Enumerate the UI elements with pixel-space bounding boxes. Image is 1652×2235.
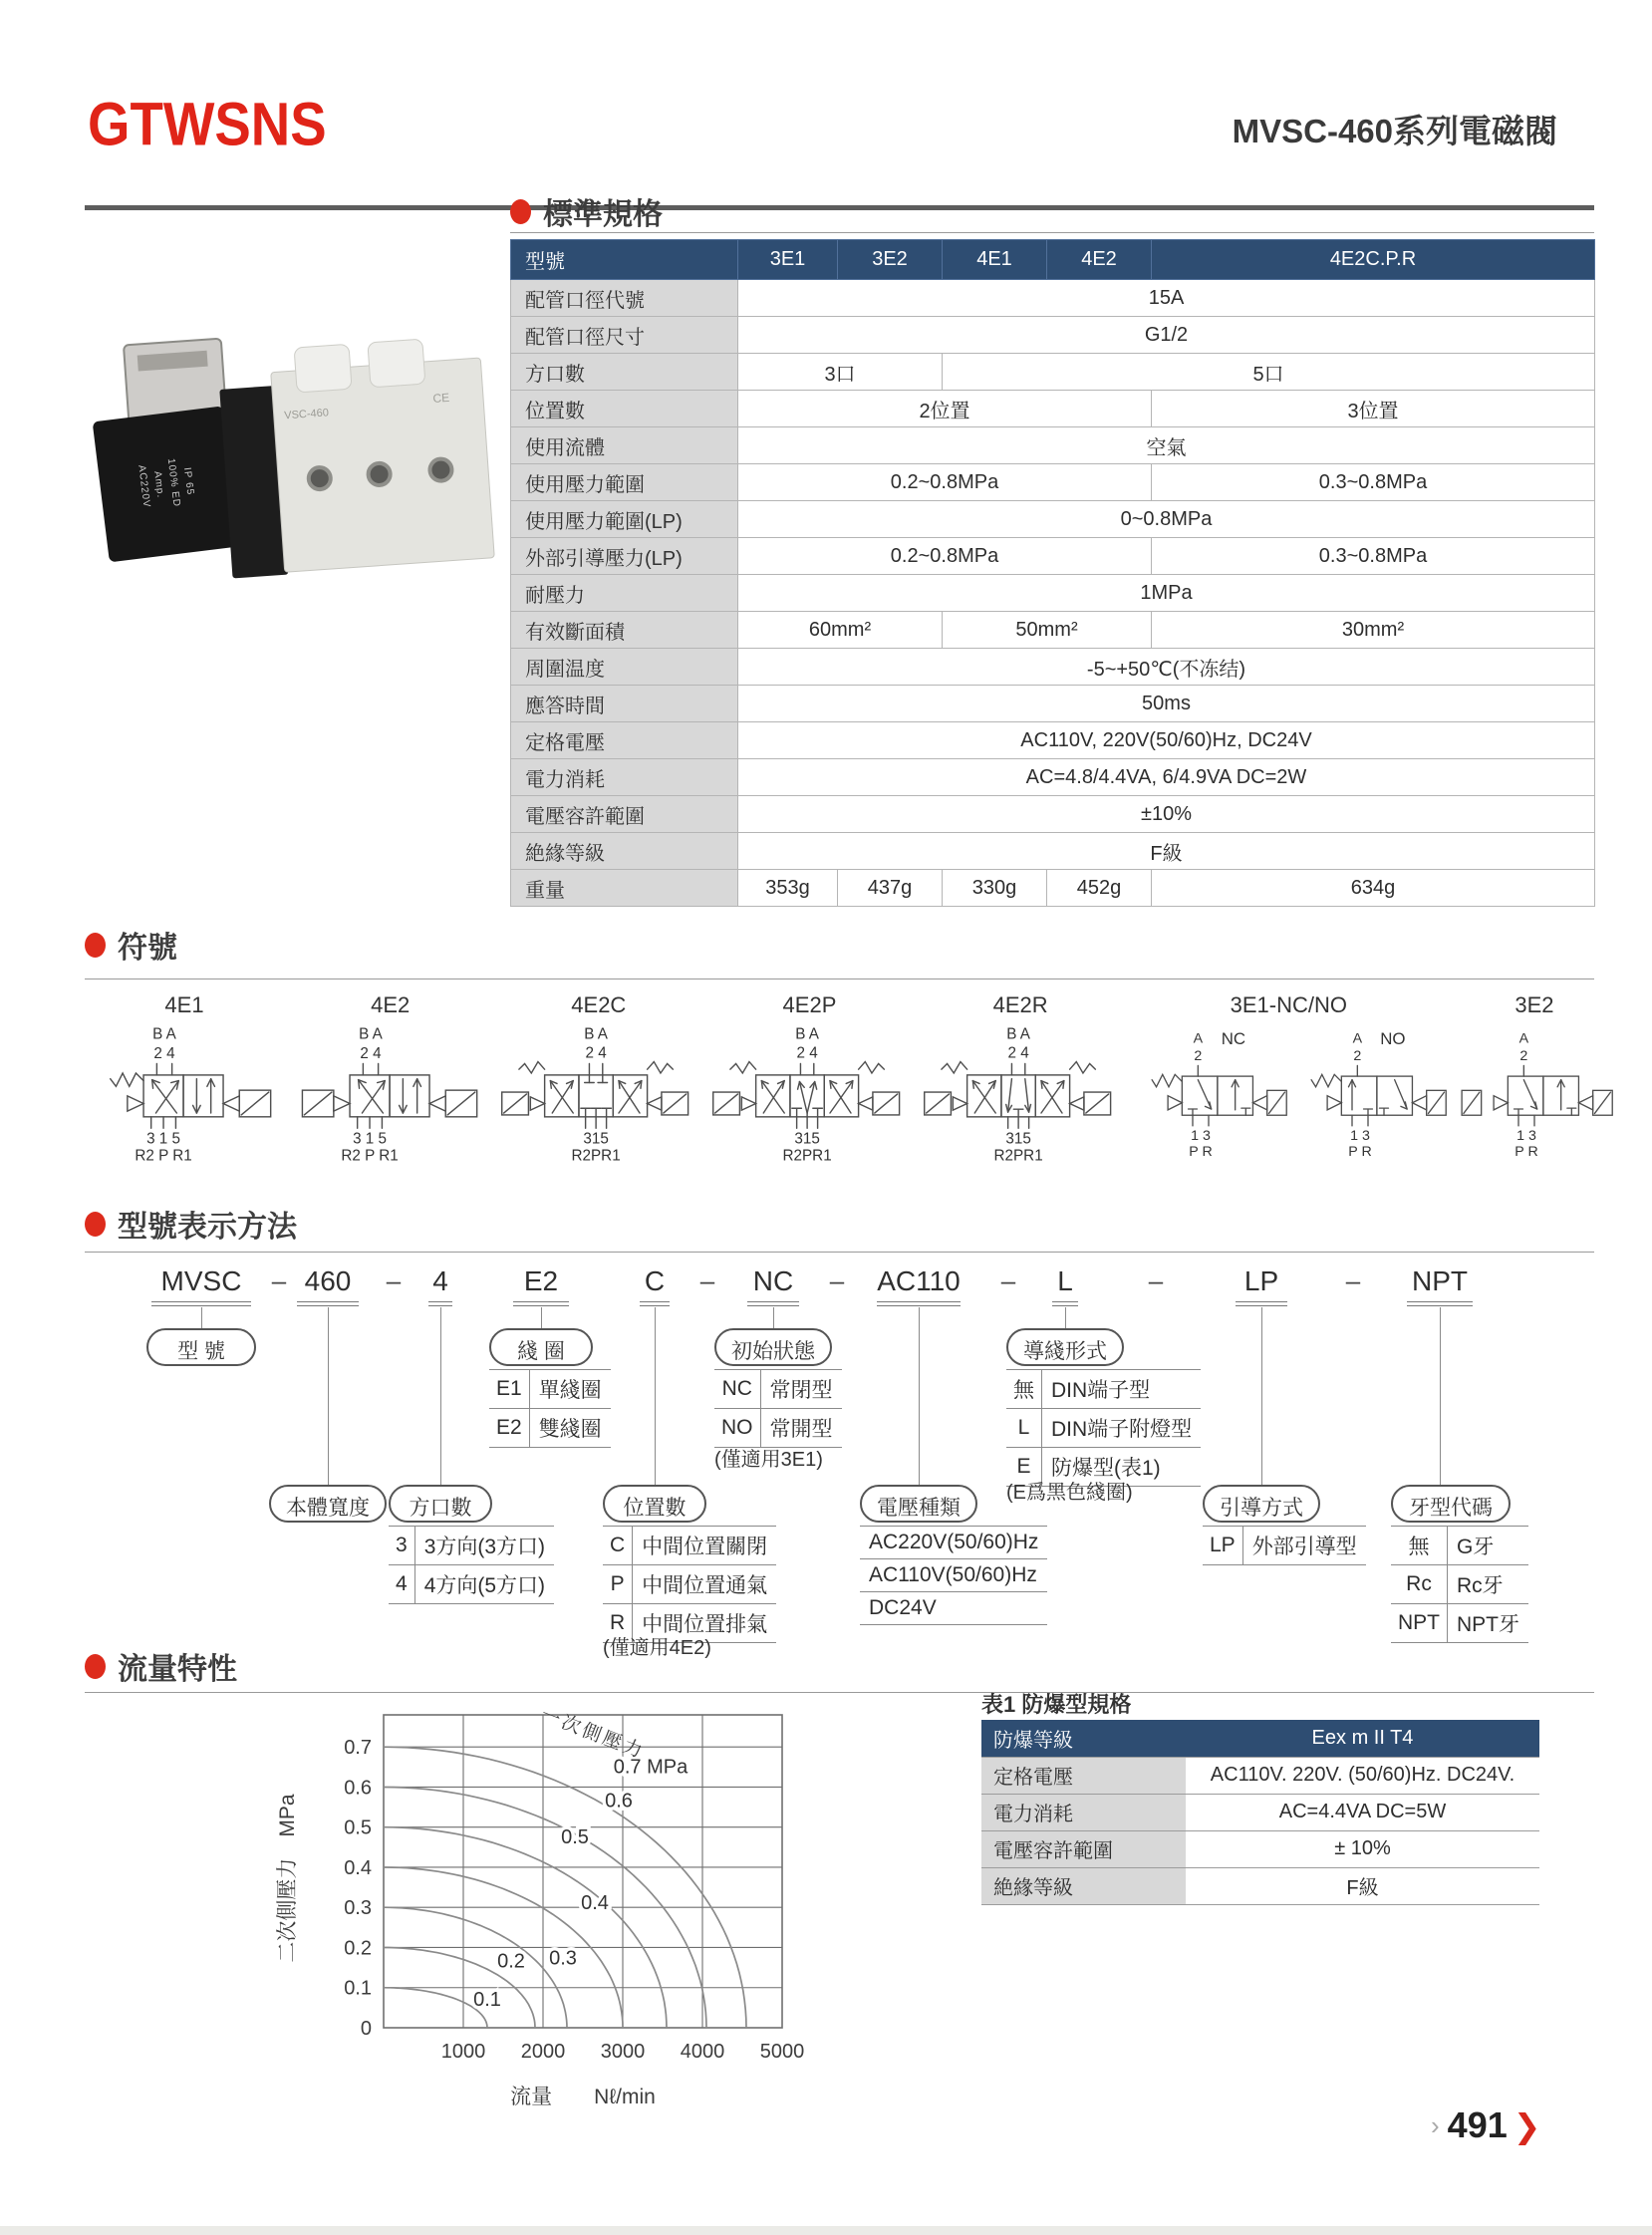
leader-line <box>541 1307 542 1328</box>
bullet-icon <box>85 1212 106 1237</box>
code-segment-model: MVSC <box>151 1265 251 1302</box>
svg-text:B A: B A <box>358 1025 383 1043</box>
x-tick-label: 3000 <box>600 2041 646 2063</box>
coil-label: IP 65 <box>180 466 196 496</box>
svg-text:A: A <box>1193 1030 1204 1047</box>
column-header: 4E2C.P.R <box>1152 240 1595 280</box>
column-header: 4E2 <box>1047 240 1152 280</box>
valve-schematic <box>919 1018 1123 1168</box>
leader-line <box>919 1307 920 1485</box>
code-dash: – <box>1000 1265 1016 1295</box>
column-header: 3E1 <box>738 240 838 280</box>
valve-schematic <box>85 1018 284 1168</box>
code-segment-coil: E2 <box>513 1265 569 1302</box>
valve-schematic-nc <box>1129 1018 1288 1168</box>
valve-schematic-no <box>1288 1018 1448 1168</box>
y-tick-label: 0.5 <box>344 1816 372 1839</box>
spec-cell: 353g <box>738 870 838 907</box>
body-marking: VSC-460 <box>283 407 330 422</box>
svg-text:A: A <box>1518 1030 1529 1047</box>
spec-cell: 15A <box>738 280 1595 317</box>
spec-cell: 330g <box>943 870 1047 907</box>
svg-text:2 4: 2 4 <box>1007 1044 1029 1062</box>
coil-label: AC220V <box>136 464 152 509</box>
group-label-voltage: 電壓種類 <box>860 1485 977 1523</box>
bullet-icon <box>510 199 531 224</box>
inlet-pressure-annotation: 一次側壓力 <box>537 1704 649 1764</box>
initial-state-options: NC 常閉型 NO 常開型 <box>714 1369 842 1448</box>
pressure-curve-0.1 <box>384 1988 487 2028</box>
y-tick-label: 0.2 <box>344 1937 372 1960</box>
flow-chart <box>254 1699 832 2122</box>
svg-text:1 3: 1 3 <box>1191 1128 1212 1145</box>
spec-row: 定格電壓 AC110V, 220V(50/60)Hz, DC24V <box>511 722 1595 759</box>
spec-cell: -5~+50℃(不冻结) <box>738 649 1595 686</box>
spec-cell: 437g <box>838 870 943 907</box>
code-segment-ports: 4 <box>428 1265 452 1302</box>
symbol-4e2p: 4E2P B A 2 4 315 R2PR1 <box>707 992 912 1173</box>
spec-row: 位置數 2位置 3位置 <box>511 391 1595 427</box>
table1-row: 定格電壓 AC110V. 220V. (50/60)Hz. DC24V. <box>981 1757 1539 1794</box>
spec-row: 耐壓力 1MPa <box>511 575 1595 612</box>
svg-text:R2 P R1: R2 P R1 <box>341 1147 399 1165</box>
position-count-options: C 中間位置關閉 P 中間位置通氣 R 中間位置排氣 <box>603 1526 776 1643</box>
leader-line <box>773 1307 774 1328</box>
x-tick-label: 2000 <box>520 2041 566 2063</box>
table1-row: 絶緣等級 F級 <box>981 1867 1539 1904</box>
svg-text:NO: NO <box>1380 1029 1406 1049</box>
pressure-curve-0.5 <box>384 1827 667 2028</box>
curve-label: 0.3 <box>549 1947 577 1970</box>
valve-body <box>270 358 495 573</box>
spec-cell: 50mm² <box>943 612 1152 649</box>
y-axis-title: 二次側壓力 MPa <box>276 1794 299 1963</box>
y-tick-label: 0.4 <box>344 1856 372 1879</box>
svg-text:315: 315 <box>794 1130 820 1148</box>
code-dash: – <box>271 1265 287 1295</box>
symbol-3e1-nc-no: 3E1-NC/NO A 2 NC 1 3 P R A 2 NO 1 3 P R <box>1129 992 1448 1168</box>
group-label-initial: 初始狀態 <box>714 1328 832 1366</box>
spec-row: 使用流體 空氣 <box>511 427 1595 464</box>
svg-text:B A: B A <box>584 1025 609 1043</box>
spec-row: 方口數 3口 5口 <box>511 354 1595 391</box>
group-label-position: 位置數 <box>603 1485 706 1523</box>
specs-heading-label: 標準規格 <box>543 198 663 231</box>
bullet-icon <box>85 933 106 958</box>
leader-line <box>1440 1307 1441 1485</box>
spec-cell: 5口 <box>943 354 1595 391</box>
symbols-heading <box>85 923 177 967</box>
code-dash: – <box>1345 1265 1361 1295</box>
flow-heading <box>85 1644 237 1688</box>
spec-row: 使用壓力範圍 0.2~0.8MPa 0.3~0.8MPa <box>511 464 1595 501</box>
spec-row: 電壓容許範圍 ±10% <box>511 796 1595 833</box>
spec-cell: 0~0.8MPa <box>738 501 1595 538</box>
table1-title: 表1 防爆型規格 <box>981 1692 1132 1717</box>
header-rule <box>85 205 1594 210</box>
symbols-heading-rule <box>85 978 1594 979</box>
svg-text:315: 315 <box>1005 1130 1031 1148</box>
valve-schematic <box>291 1018 490 1168</box>
x-axis-title: 流量 Nℓ/min <box>510 2086 656 2108</box>
table1-row: 防爆等級 Eex m II T4 <box>981 1720 1539 1757</box>
svg-text:P R: P R <box>1514 1144 1538 1161</box>
y-tick-label: 0.1 <box>344 1977 372 2000</box>
leader-line <box>201 1307 202 1328</box>
code-dash: – <box>1148 1265 1164 1295</box>
valve-cap <box>294 344 353 394</box>
group-label-thread: 牙型代碼 <box>1391 1485 1511 1523</box>
initial-state-note: (僅適用3E1) <box>714 1449 823 1471</box>
svg-text:2 4: 2 4 <box>585 1044 608 1062</box>
svg-text:A: A <box>1352 1030 1363 1047</box>
svg-text:P R: P R <box>1348 1144 1373 1161</box>
leader-line <box>1261 1307 1262 1485</box>
code-segment-thread: NPT <box>1407 1265 1473 1302</box>
position-count-note: (僅適用4E2) <box>603 1637 711 1659</box>
spec-row: 使用壓力範圍(LP) 0~0.8MPa <box>511 501 1595 538</box>
spec-row: 外部引導壓力(LP) 0.2~0.8MPa 0.3~0.8MPa <box>511 538 1595 575</box>
plot-frame <box>384 1715 782 2028</box>
pilot-options: LP 外部引導型 <box>1203 1526 1366 1565</box>
svg-text:2 4: 2 4 <box>360 1044 382 1062</box>
column-header: 4E1 <box>943 240 1047 280</box>
group-label-pilot: 引導方式 <box>1203 1485 1320 1523</box>
spec-cell: 30mm² <box>1152 612 1595 649</box>
flow-heading-rule <box>85 1692 1594 1693</box>
table1-row: 電力消耗 AC=4.4VA DC=5W <box>981 1794 1539 1830</box>
prev-chevron-icon: › <box>1431 2109 1440 2140</box>
code-segment-body: 460 <box>297 1265 359 1302</box>
port-count-options: 3 3方向(3方口) 4 4方向(5方口) <box>389 1526 554 1604</box>
coil-label: Amp. <box>151 470 166 500</box>
column-header: 型號 <box>511 240 738 280</box>
group-label-coil: 綫 圈 <box>489 1328 593 1366</box>
svg-text:1 3: 1 3 <box>1516 1128 1536 1145</box>
code-segment-initial: NC <box>747 1265 799 1302</box>
spec-cell: F級 <box>738 833 1595 870</box>
svg-text:2: 2 <box>1519 1048 1528 1065</box>
group-label-lead: 導綫形式 <box>1006 1328 1124 1366</box>
spec-cell: 0.3~0.8MPa <box>1152 538 1595 575</box>
flow-heading-label: 流量特性 <box>118 1653 237 1686</box>
symbol-3e2: 3E2 A 2 1 3 P R <box>1455 992 1614 1173</box>
svg-text:P R: P R <box>1189 1144 1214 1161</box>
code-dash: – <box>699 1265 715 1295</box>
spec-row: 重量 353g 437g 330g 452g 634g <box>511 870 1595 907</box>
page-title: MVSC-460系列電磁閥 <box>1232 113 1557 149</box>
valve-schematic <box>707 1018 912 1168</box>
svg-text:NC: NC <box>1221 1029 1246 1049</box>
valve-port <box>306 464 334 492</box>
group-label-body-width: 本體寬度 <box>269 1485 387 1523</box>
valve-schematic <box>1455 1018 1614 1168</box>
curve-label: 0.1 <box>473 1988 501 2011</box>
voltage-options: AC220V(50/60)Hz AC110V(50/60)Hz DC24V <box>860 1526 1047 1625</box>
product-photo <box>95 317 493 705</box>
group-label-model: 型 號 <box>146 1328 256 1366</box>
symbol-4e1: 4E1 B A 2 4 3 1 5 R2 P R1 <box>85 992 284 1173</box>
specs-heading <box>510 189 663 233</box>
symbols-heading-label: 符號 <box>118 932 177 965</box>
spec-cell: 空氣 <box>738 427 1595 464</box>
svg-text:2: 2 <box>1194 1048 1203 1065</box>
svg-text:2: 2 <box>1353 1048 1362 1065</box>
spec-row: 有效斷面積 60mm² 50mm² 30mm² <box>511 612 1595 649</box>
svg-text:R2PR1: R2PR1 <box>993 1147 1043 1165</box>
spec-cell: ±10% <box>738 796 1595 833</box>
spec-cell: G1/2 <box>738 317 1595 354</box>
model-code-heading <box>85 1202 297 1246</box>
brand-logo: GTWSNS <box>88 91 327 159</box>
spec-cell: 2位置 <box>738 391 1152 427</box>
symbol-4e2r: 4E2R B A 2 4 315 R2PR1 <box>919 992 1123 1173</box>
symbol-4e2: 4E2 B A 2 4 3 1 5 R2 P R1 <box>291 992 490 1173</box>
spec-cell: 634g <box>1152 870 1595 907</box>
svg-text:B A: B A <box>152 1025 176 1043</box>
svg-text:R2PR1: R2PR1 <box>782 1147 832 1165</box>
valve-port <box>427 456 455 484</box>
page-edge <box>0 2226 1652 2235</box>
leader-line <box>1065 1307 1066 1328</box>
svg-text:B A: B A <box>1005 1025 1030 1043</box>
spec-cell: 452g <box>1047 870 1152 907</box>
spec-row: 配管口徑尺寸 G1/2 <box>511 317 1595 354</box>
curve-label: 0.6 <box>605 1790 633 1813</box>
spec-cell: 0.2~0.8MPa <box>738 464 1152 501</box>
svg-text:1 3: 1 3 <box>1350 1128 1371 1145</box>
spec-row: 應答時間 50ms <box>511 686 1595 722</box>
spec-row: 絶緣等級 F級 <box>511 833 1595 870</box>
lead-wire-options: 無 DIN端子型 L DIN端子附燈型 E 防爆型(表1) <box>1006 1369 1201 1487</box>
spec-cell: AC=4.8/4.4VA, 6/4.9VA DC=2W <box>738 759 1595 796</box>
svg-text:R2 P R1: R2 P R1 <box>135 1147 192 1165</box>
curve-label: 0.7 MPa <box>613 1756 688 1779</box>
specs-heading-rule <box>510 232 1594 233</box>
valve-schematic <box>496 1018 700 1168</box>
y-tick-label: 0.6 <box>344 1777 372 1800</box>
code-segment-position: C <box>640 1265 670 1302</box>
next-chevron-icon: ❯ <box>1513 2106 1541 2144</box>
y-tick-label: 0.7 <box>344 1737 372 1760</box>
ce-mark: CE <box>431 390 450 406</box>
code-segment-lead: L <box>1052 1265 1078 1302</box>
svg-text:2 4: 2 4 <box>796 1044 818 1062</box>
x-tick-label: 5000 <box>759 2041 805 2063</box>
lead-wire-note: (E爲黑色綫圈) <box>1006 1482 1133 1504</box>
svg-text:315: 315 <box>583 1130 610 1148</box>
curve-label: 0.2 <box>497 1950 525 1973</box>
symbol-4e2c: 4E2C B A 2 4 315 R2PR1 <box>496 992 700 1173</box>
svg-text:B A: B A <box>795 1025 819 1043</box>
x-tick-label: 4000 <box>680 2041 725 2063</box>
curve-label: 0.4 <box>581 1892 609 1915</box>
group-label-ports: 方口數 <box>389 1485 492 1523</box>
thread-options: 無 G牙 Rc Rc牙 NPT NPT牙 <box>1391 1526 1528 1643</box>
leader-line <box>440 1307 441 1485</box>
coil-label: 100% ED <box>164 457 182 509</box>
spec-cell: AC110V, 220V(50/60)Hz, DC24V <box>738 722 1595 759</box>
code-dash: – <box>829 1265 845 1295</box>
spec-cell: 50ms <box>738 686 1595 722</box>
x-tick-label: 1000 <box>440 2041 486 2063</box>
code-segment-pilot: LP <box>1236 1265 1287 1302</box>
svg-text:2 4: 2 4 <box>153 1044 175 1062</box>
spec-cell: 3口 <box>738 354 943 391</box>
curve-label: 0.5 <box>561 1825 589 1848</box>
code-segment-voltage: AC110 <box>877 1265 961 1302</box>
explosion-proof-table <box>981 1720 1539 1905</box>
leader-line <box>655 1307 656 1485</box>
pressure-curve-0.7 <box>384 1747 746 2028</box>
page-number: 491 <box>1447 2104 1508 2145</box>
solenoid-coil <box>93 406 240 562</box>
coil-options: E1 單綫圈 E2 雙綫圈 <box>489 1369 611 1448</box>
spec-row: 配管口徑代號 15A <box>511 280 1595 317</box>
y-tick-label: 0 <box>360 2018 372 2040</box>
bullet-icon <box>85 1654 106 1679</box>
table1-row: 電壓容許範圍 ± 10% <box>981 1830 1539 1867</box>
code-dash: – <box>386 1265 402 1295</box>
y-tick-label: 0.3 <box>344 1897 372 1920</box>
spec-header-row <box>511 240 1595 280</box>
spec-cell: 60mm² <box>738 612 943 649</box>
spec-table <box>510 239 1595 907</box>
model-code-heading-label: 型號表示方法 <box>118 1211 297 1244</box>
svg-text:3 1 5: 3 1 5 <box>146 1130 180 1148</box>
spec-cell: 3位置 <box>1152 391 1595 427</box>
valve-port <box>366 460 394 488</box>
spec-cell: 1MPa <box>738 575 1595 612</box>
spec-cell: 0.2~0.8MPa <box>738 538 1152 575</box>
column-header: 3E2 <box>838 240 943 280</box>
svg-text:3 1 5: 3 1 5 <box>352 1130 387 1148</box>
spec-row: 周圍温度 -5~+50℃(不冻结) <box>511 649 1595 686</box>
model-code-heading-rule <box>85 1252 1594 1253</box>
leader-line <box>328 1307 329 1485</box>
spec-row: 電力消耗 AC=4.8/4.4VA, 6/4.9VA DC=2W <box>511 759 1595 796</box>
page-footer <box>1431 2104 1540 2146</box>
valve-symbols-row <box>85 992 1614 1173</box>
valve-cap <box>367 339 425 389</box>
svg-text:R2PR1: R2PR1 <box>571 1147 622 1165</box>
spec-cell: 0.3~0.8MPa <box>1152 464 1595 501</box>
